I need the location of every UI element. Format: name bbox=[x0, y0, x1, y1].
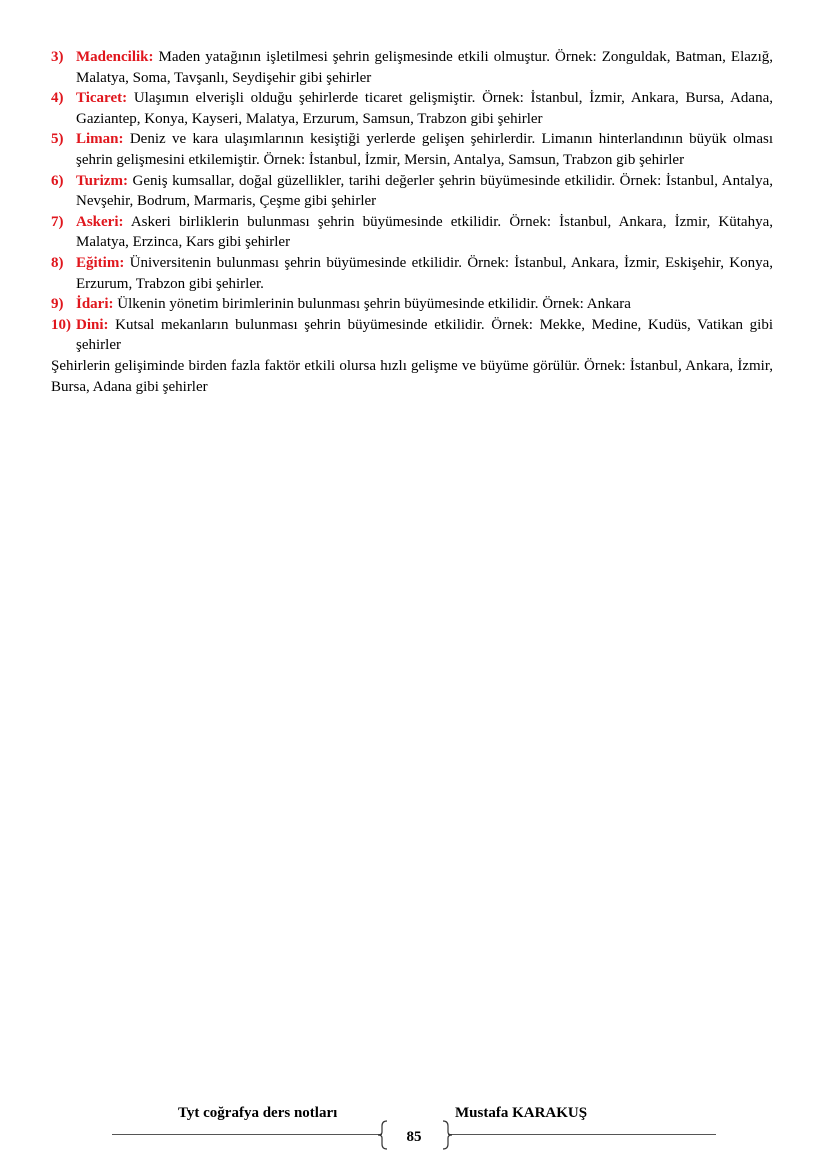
item-number: 7) bbox=[51, 213, 64, 230]
page-number: 85 bbox=[406, 1129, 422, 1145]
item-number: 3) bbox=[51, 49, 64, 65]
item-label: Madencilik: bbox=[76, 49, 154, 65]
list-item bbox=[51, 294, 773, 315]
item-label: İdari: bbox=[76, 296, 114, 313]
list-item bbox=[51, 171, 773, 212]
list-item bbox=[51, 129, 773, 170]
item-text: Maden yatağının işletilmesi şehrin gelişmesinde etkili olmuştur. Örnek: Zonguldak, Batman, Elazığ, Malatya, Soma, Tavşanlı, Seydişehir gibi şehirler bbox=[76, 49, 773, 86]
item-number: 8) bbox=[51, 254, 64, 271]
item-label: Askeri: bbox=[76, 213, 124, 230]
page-footer bbox=[0, 1100, 828, 1160]
item-number: 9) bbox=[51, 296, 64, 313]
left-brace-icon bbox=[377, 1120, 389, 1150]
list-item bbox=[51, 212, 773, 253]
item-text: Üniversitenin bulunması şehrin büyümesinde etkilidir. Örnek: İstanbul, Ankara, İzmir, Eskişehir, Konya, Erzurum, Trabzon gibi şehirler. bbox=[76, 254, 773, 292]
list-item bbox=[51, 88, 773, 129]
item-label: Dini: bbox=[76, 316, 109, 333]
item-text: Ulaşımın elverişli olduğu şehirlerde ticaret gelişmiştir. Örnek: İstanbul, İzmir, Ankara, Bursa, Adana, Gaziantep, Konya, Kayseri, Malatya, Erzurum, Samsun, Trabzon gibi şehirler bbox=[76, 90, 773, 127]
item-text: Askeri birliklerin bulunması şehrin büyümesinde etkilidir. Örnek: İstanbul, Ankara, İzmir, Kütahya, Malatya, Erzinca, Kars gibi şehirler bbox=[76, 213, 773, 251]
item-text: Deniz ve kara ulaşımlarının kesiştiği yerlerde gelişen şehirlerdir. Limanın hinterlandının büyük olması şehrin gelişmesini etkilemiştir. Örnek: İstanbul, İzmir, Mersin, Antalya, Samsun, Trabzon gib şehirler bbox=[76, 131, 773, 168]
item-text: Kutsal mekanların bulunması şehrin büyümesinde etkilidir. Örnek: Mekke, Medine, Kudüs, Vatikan gibi şehirler bbox=[76, 316, 773, 354]
item-text: Ülkenin yönetim birimlerinin bulunması şehrin büyümesinde etkilidir. Örnek: Ankara bbox=[113, 296, 631, 313]
item-number: 4) bbox=[51, 90, 64, 107]
item-label: Eğitim: bbox=[76, 254, 125, 271]
list-item bbox=[51, 253, 773, 294]
right-brace-icon bbox=[441, 1120, 453, 1150]
footer-author: Mustafa KARAKUŞ bbox=[455, 1105, 588, 1121]
page-content bbox=[51, 47, 773, 397]
item-label: Liman: bbox=[76, 131, 124, 148]
list-item bbox=[51, 47, 773, 88]
item-number: 10) bbox=[51, 316, 71, 333]
item-number: 6) bbox=[51, 172, 64, 189]
item-number: 5) bbox=[51, 131, 64, 148]
footer-rule-left bbox=[112, 1134, 382, 1135]
summary-paragraph: Şehirlerin gelişiminde birden fazla faktör etkili olursa hızlı gelişme ve büyüme görülür. Örnek: İstanbul, Ankara, İzmir, Bursa, Adana gibi şehirler bbox=[51, 357, 773, 395]
footer-rule-right bbox=[448, 1134, 716, 1135]
item-text: Geniş kumsallar, doğal güzellikler, tarihi değerler şehrin büyümesinde etkilidir. Örnek: İstanbul, Antalya, Nevşehir, Bodrum, Marmaris, Çeşme gibi şehirler bbox=[76, 172, 773, 210]
footer-course-title: Tyt coğrafya ders notları bbox=[178, 1105, 338, 1121]
item-label: Ticaret: bbox=[76, 90, 128, 107]
list-item bbox=[51, 315, 773, 356]
item-label: Turizm: bbox=[76, 172, 128, 189]
